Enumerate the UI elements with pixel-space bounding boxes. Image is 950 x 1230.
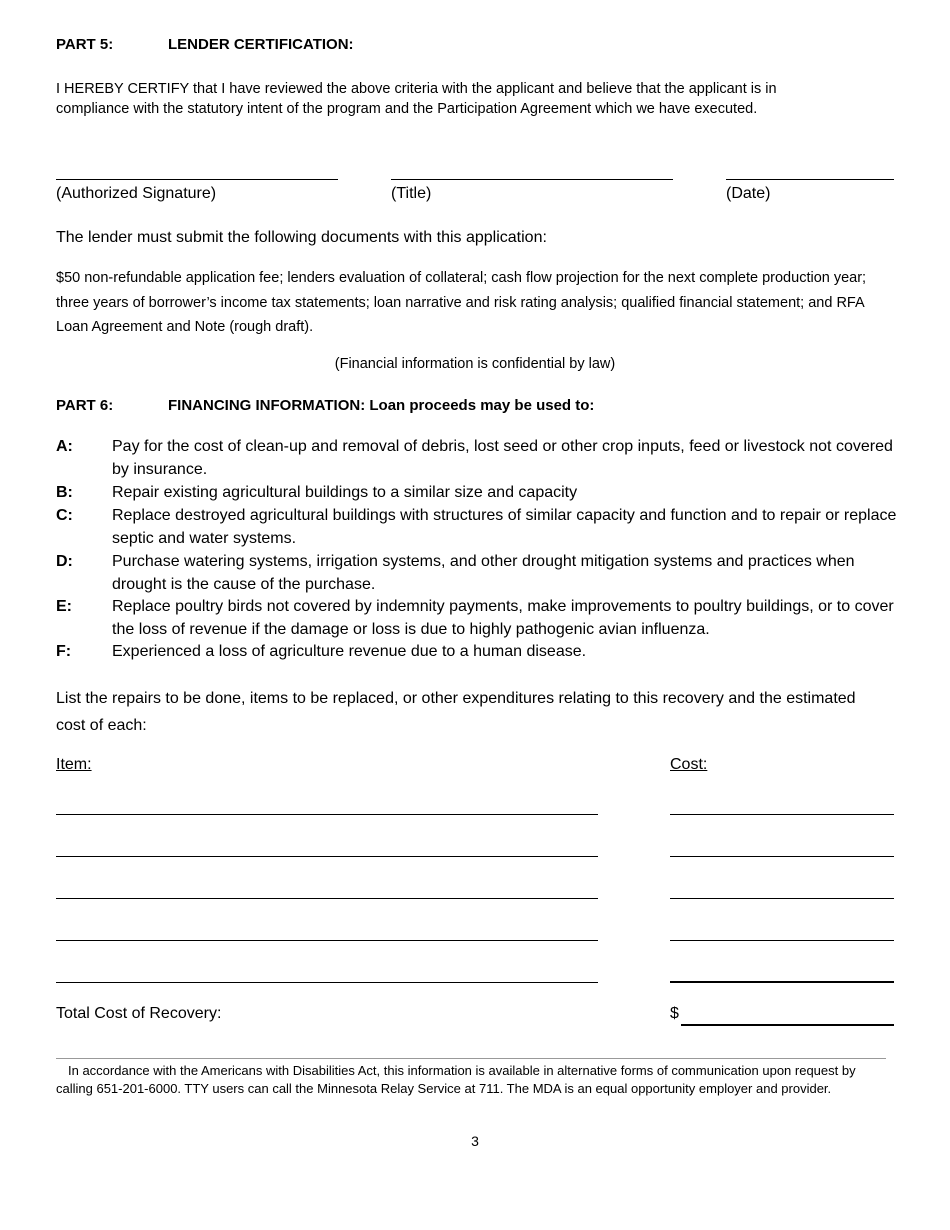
financing-item-e (56, 595, 906, 641)
documents-intro: The lender must submit the following documents with this application: (56, 229, 547, 246)
page-number: 3 (471, 1133, 479, 1149)
authorized-signature-label: (Authorized Signature) (56, 185, 217, 202)
confidential-note: (Financial information is confidential by law) (334, 356, 616, 372)
authorized-signature-field[interactable] (56, 179, 338, 180)
financing-item-letter: F: (56, 643, 72, 660)
date-label: (Date) (726, 185, 771, 202)
cost-field-1[interactable] (670, 814, 894, 815)
financing-item-c (56, 504, 906, 550)
title-label: (Title) (391, 185, 432, 202)
financing-item-f (56, 640, 906, 663)
financing-item-text: Replace destroyed agricultural buildings with structures of similar capacity and function and to repair or replace septic and water systems. (112, 507, 897, 547)
expenditure-instruction: List the repairs to be done, items to be replaced, or other expenditures relating to this recovery and the estimated cost of each: (56, 690, 856, 734)
part6-title: FINANCING INFORMATION: Loan proceeds may be used to: (168, 397, 595, 414)
title-field[interactable] (391, 179, 673, 180)
total-currency-symbol: $ (670, 1005, 679, 1022)
item-field-4[interactable] (56, 940, 598, 941)
certification-statement: I HEREBY CERTIFY that I have reviewed the above criteria with the applicant and believe that the applicant is in compliance with the statutory intent of the program and the Participation Agreement which we have executed. (56, 81, 777, 117)
financing-item-text: Experienced a loss of agriculture revenue due to a human disease. (112, 643, 587, 660)
cost-column-header: Cost: (670, 756, 708, 773)
item-field-2[interactable] (56, 856, 598, 857)
financing-item-b (56, 481, 906, 504)
documents-list: $50 non-refundable application fee; lenders evaluation of collateral; cash flow projection for the next complete production year; three years of borrower’s income tax statements; loan narrative and risk rating analysis; qualified financial statement; and RFA Loan Agreement and Note (rough draft). (56, 270, 867, 335)
cost-field-4[interactable] (670, 940, 894, 941)
item-field-5[interactable] (56, 982, 598, 983)
financing-item-a (56, 435, 906, 481)
part5-label: PART 5: (56, 36, 114, 53)
ada-notice: In accordance with the Americans with Disabilities Act, this information is available in alternative forms of communication upon request by calling 651-201-6000. TTY users can call the Minnesota Relay Service at 711. The MDA is an equal opportunity employer and provider. (56, 1063, 856, 1096)
financing-item-letter: C: (56, 507, 73, 524)
financing-item-text: Replace poultry birds not covered by indemnity payments, make improvements to poultry buildings, or to cover the loss of revenue if the damage or loss is due to highly pathogenic avian influenza. (112, 598, 894, 638)
cost-field-2[interactable] (670, 856, 894, 857)
financing-item-text: Purchase watering systems, irrigation systems, and other drought mitigation systems and practices when drought is the cause of the purchase. (112, 553, 855, 593)
part5-title: LENDER CERTIFICATION: (168, 36, 354, 53)
part6-label: PART 6: (56, 397, 114, 414)
financing-item-letter: E: (56, 598, 72, 615)
financing-item-letter: A: (56, 438, 73, 455)
date-field[interactable] (726, 179, 894, 180)
financing-item-letter: B: (56, 484, 73, 501)
financing-item-text: Repair existing agricultural buildings to a similar size and capacity (112, 484, 578, 501)
cost-field-5[interactable] (670, 981, 894, 983)
cost-field-3[interactable] (670, 898, 894, 899)
financing-item-letter: D: (56, 553, 73, 570)
footer-divider (56, 1058, 886, 1059)
total-cost-field[interactable] (681, 1024, 894, 1026)
item-field-3[interactable] (56, 898, 598, 899)
item-field-1[interactable] (56, 814, 598, 815)
total-cost-label: Total Cost of Recovery: (56, 1005, 222, 1022)
financing-item-d (56, 550, 906, 596)
financing-item-text: Pay for the cost of clean-up and removal of debris, lost seed or other crop inputs, feed or livestock not covered by insurance. (112, 438, 893, 478)
item-column-header: Item: (56, 756, 92, 773)
